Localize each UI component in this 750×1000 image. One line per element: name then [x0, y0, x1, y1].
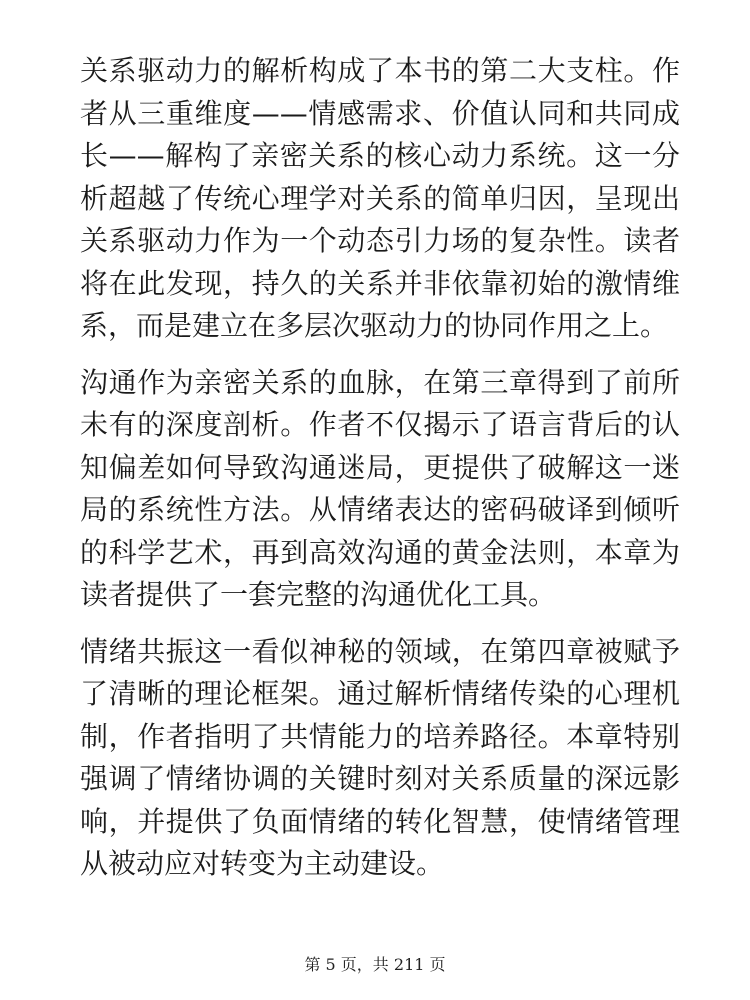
paragraph-1: 关系驱动力的解析构成了本书的第二大支柱。作者从三重维度——情感需求、价值认同和共同成长——解构了亲密关系的核心动力系统。这一分析超越了传统心理学对关系的简单归因，呈现出关系驱动力作为一个动态引力场的复杂性。读者将在此发现，持久的关系并非依靠初始的激情维系，而是建立在多层次驱动力的协同作用之上。 — [80, 54, 680, 342]
page-number-footer: 第 5 页，共 211 页 — [304, 955, 446, 974]
paragraph-3: 情绪共振这一看似神秘的领域，在第四章被赋予了清晰的理论框架。通过解析情绪传染的心理机制，作者指明了共情能力的培养路径。本章特别强调了情绪协调的关键时刻对关系质量的深远影响，并提供了负面情绪的转化智慧，使情绪管理从被动应对转变为主动建设。 — [80, 634, 680, 880]
document-body — [80, 50, 680, 900]
paragraph-2: 沟通作为亲密关系的血脉，在第三章得到了前所未有的深度剖析。作者不仅揭示了语言背后的认知偏差如何导致沟通迷局，更提供了破解这一迷局的系统性方法。从情绪表达的密码破译到倾听的科学艺术，再到高效沟通的黄金法则，本章为读者提供了一套完整的沟通优化工具。 — [80, 365, 680, 611]
